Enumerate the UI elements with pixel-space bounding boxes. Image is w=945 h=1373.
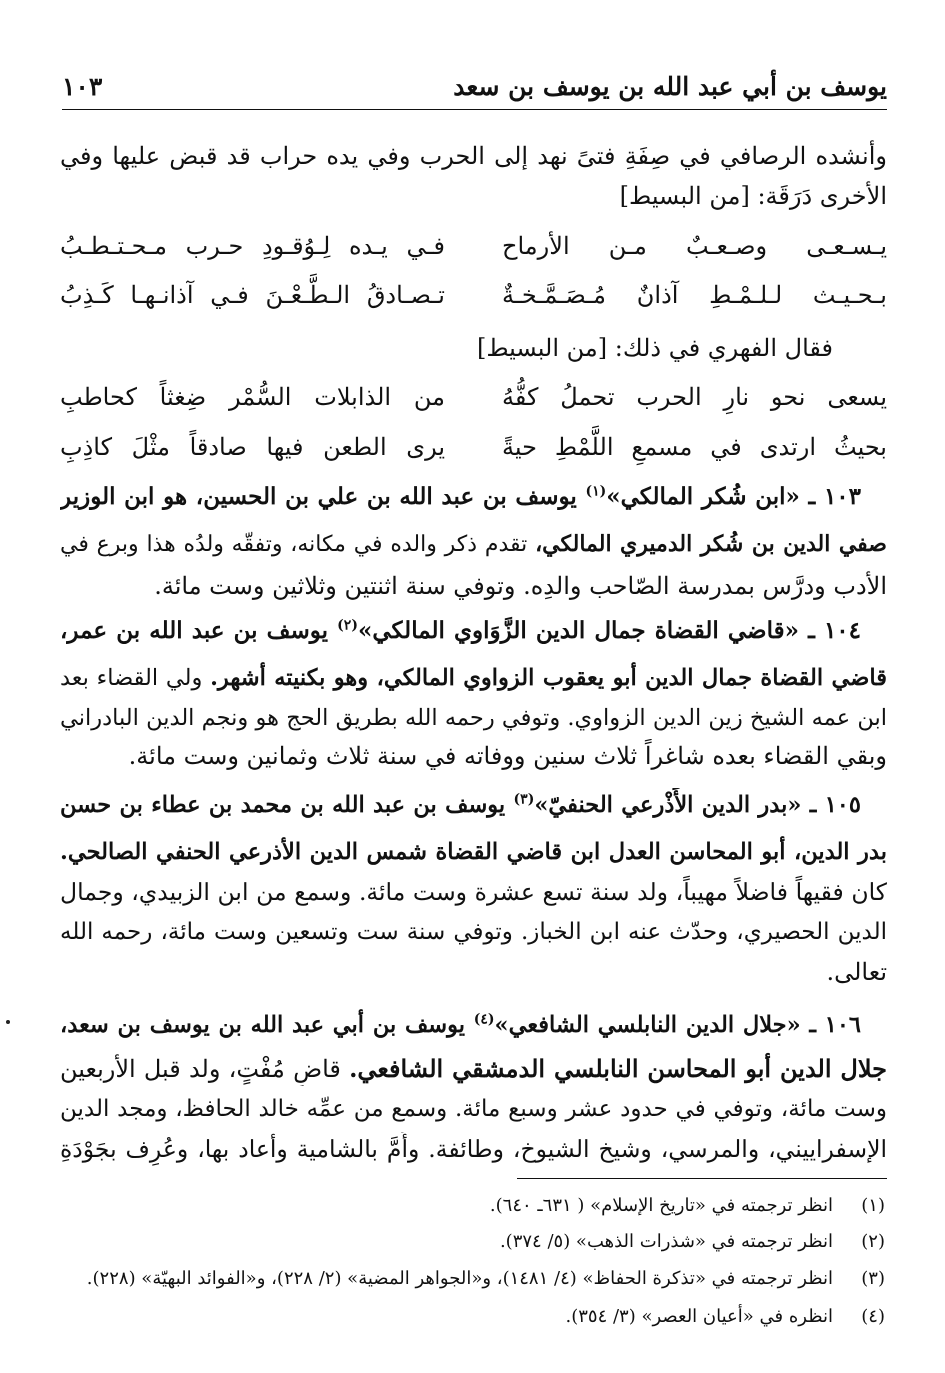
entry-title: ١٠٦ ـ «جلال الدين النابلسي الشافعي» bbox=[494, 1012, 861, 1038]
intro-line-1: وأنشده الرصافي في صِفَةِ فتىً نهد إلى الحرب وفي يده حراب قد قبض عليها وفي bbox=[60, 142, 887, 170]
verse-second-hemistich: فـي يـده لِـوُقـودِ حـرب مـحـتـطـبُ bbox=[60, 232, 445, 260]
entry-title: ١٠٤ ـ «قاضي القضاة جمال الدين الزَّوَاوي المالكي» bbox=[357, 617, 861, 644]
entry-lineage: قاضي القضاة جمال الدين أبو يعقوب الزواوي المالكي، وهو بكنيته أشهر. bbox=[210, 665, 887, 691]
entry-name: يوسف بن عبد الله بن عمر، bbox=[60, 617, 338, 644]
entry-103-line-2 bbox=[60, 527, 887, 562]
margin-speck bbox=[6, 1020, 10, 1024]
entry-105-line-4: الدين الحصيري، وحدّث عنه ابن الخباز. وتوفي سنة ست وتسعين وست مائة، رحمه الله bbox=[60, 919, 887, 945]
entry-103-heading bbox=[60, 480, 861, 514]
verse-first-hemistich: يسعى نحو نارِ الحرب تحملُ كفُّهُ bbox=[502, 383, 887, 411]
entry-lineage: صفي الدين بن شُكر الدميري المالكي، bbox=[535, 531, 887, 557]
footnote-ref[interactable]: (٤) bbox=[473, 1011, 495, 1028]
entry-105-line-3: كان فقيهاً فاضلاً مهيباً، ولد سنة تسع عشرة وست مائة. وسمع من ابن الزبيدي، وجمال bbox=[60, 878, 887, 906]
footnote-ref[interactable]: (٢) bbox=[337, 617, 358, 634]
entry-105-line-2: بدر الدين، أبو المحاسن العدل ابن قاضي القضاة شمس الدين الأذرعي الحنفي الصالحي. bbox=[60, 839, 887, 865]
verse-first-hemistich: بحيثُ ارتدى في مسمعِ اللَّمْطِ حيةً bbox=[502, 433, 887, 461]
intro-line-2: الأخرى دَرَقَة: [من البسيط] bbox=[619, 182, 887, 210]
footnote-2 bbox=[60, 1229, 885, 1255]
footnote-text: انظره في «أعيان العصر» (٣/ ٣٥٤). bbox=[565, 1306, 833, 1327]
entry-title: ١٠٣ ـ «ابن شُكر المالكي» bbox=[606, 483, 861, 510]
verse-first-hemistich: بـحـيـث لـلـمْـطِ آذانٌ مُـصَـمَّـخـةٌ bbox=[502, 281, 887, 309]
footnote-number: (١) bbox=[861, 1195, 885, 1216]
page-number: ١٠٣ bbox=[62, 72, 103, 101]
entry-106-line-4: الإسفراييني، والمرسي، وشيخ الشيوخ، وطائفة. وأَمَّ بالشامية وأعاد بها، وعُرِف بجَوْدَةِ bbox=[60, 1135, 887, 1163]
entry-name: يوسف بن عبد الله بن محمد بن عطاء بن حسن bbox=[60, 792, 514, 818]
footnote-4 bbox=[60, 1304, 885, 1330]
running-title: يوسف بن أبي عبد الله بن يوسف بن سعد bbox=[453, 72, 887, 101]
verse-first-hemistich: يـسـعـى وصـعـبٌ مـن الأرماح bbox=[502, 232, 887, 260]
poem-1-verse-1 bbox=[60, 229, 887, 263]
entry-title: ١٠٥ ـ «بدر الدين الأَذْرعي الحنفيّ» bbox=[534, 792, 861, 818]
entry-104-line-4: وبقي القضاء بعده شاغراً ثلاث سنين ووفاته في سنة ثلاث وثمانين وست مائة. bbox=[128, 742, 887, 770]
entry-text: تقدم ذكر والده في مكانه، وتفقّه ولدُه هذا وبرع في bbox=[60, 532, 536, 557]
verse-second-hemistich: من الذابلات السُّمْر ضِغثاً كحاطبِ bbox=[60, 383, 445, 411]
footnote-text: انظر ترجمته في «تاريخ الإسلام» ( ٦٣١ـ ٦٤٠). bbox=[489, 1195, 833, 1216]
entry-name: يوسف بن أبي عبد الله بن يوسف بن سعد، bbox=[60, 1012, 474, 1038]
entry-105-heading bbox=[60, 788, 861, 822]
entry-104-line-3: ابن عمه الشيخ زين الدين الزواوي. وتوفي رحمه الله بطريق الحج هو ونجم الدين البادراني bbox=[60, 705, 887, 731]
verse-second-hemistich: تـصـادقُ الـطَّـعْـنَ فـي آذانـهـا كَـذِبُ bbox=[60, 281, 445, 309]
entry-name: يوسف بن عبد الله بن علي بن الحسين، هو ابن الوزير bbox=[60, 483, 586, 510]
entry-104-heading bbox=[60, 614, 861, 648]
footnote-ref[interactable]: (٣) bbox=[513, 791, 535, 808]
entry-106-line-3: وست مائة، وتوفي في حدود عشر وسبع مائة. وسمع من عمِّه خالد الحافظ، ومجد الدين bbox=[60, 1096, 887, 1122]
footnote-3 bbox=[60, 1266, 885, 1292]
reply-intro: فقال الفهري في ذلك: [من البسيط] bbox=[476, 334, 833, 362]
footnote-text: انظر ترجمته في «شذرات الذهب» (٥/ ٣٧٤). bbox=[499, 1231, 833, 1252]
verse-second-hemistich: يرى الطعن فيها صادقاً مثْلَ كاذِبِ bbox=[60, 433, 445, 461]
entry-text: قاضٍ مُفْتٍ، ولد قبل الأربعين bbox=[60, 1055, 350, 1083]
poem-2-verse-1 bbox=[60, 380, 887, 414]
poem-2-verse-2 bbox=[60, 430, 887, 464]
entry-lineage: جلال الدين أبو المحاسن النابلسي الدمشقي الشافعي. bbox=[349, 1054, 887, 1083]
footnote-1 bbox=[60, 1193, 885, 1219]
entry-104-line-2 bbox=[60, 661, 887, 695]
entry-106-heading bbox=[60, 1008, 861, 1042]
entry-103-line-3: الأدب ودرَّس بمدرسة الصّاحب والدِه. وتوفي سنة اثنتين وثلاثين وست مائة. bbox=[154, 572, 887, 600]
footnote-number: (٢) bbox=[861, 1231, 885, 1252]
footnote-separator bbox=[517, 1178, 887, 1179]
footnote-number: (٣) bbox=[861, 1268, 885, 1289]
footnote-ref[interactable]: (١) bbox=[585, 483, 607, 500]
entry-105-line-5: تعالى. bbox=[826, 958, 887, 986]
entry-text: ولي القضاء بعد bbox=[60, 665, 211, 691]
poem-1-verse-2 bbox=[60, 278, 887, 312]
page-header bbox=[62, 70, 887, 110]
entry-106-line-2 bbox=[60, 1052, 887, 1086]
footnote-number: (٤) bbox=[861, 1306, 885, 1327]
footnote-text: انظر ترجمته في «تذكرة الحفاظ» (٤/ ١٤٨١)، و«الجواهر المضية» (٢/ ٢٢٨)، و«الفوائد البهيّة» (٢٢٨). bbox=[86, 1268, 833, 1289]
